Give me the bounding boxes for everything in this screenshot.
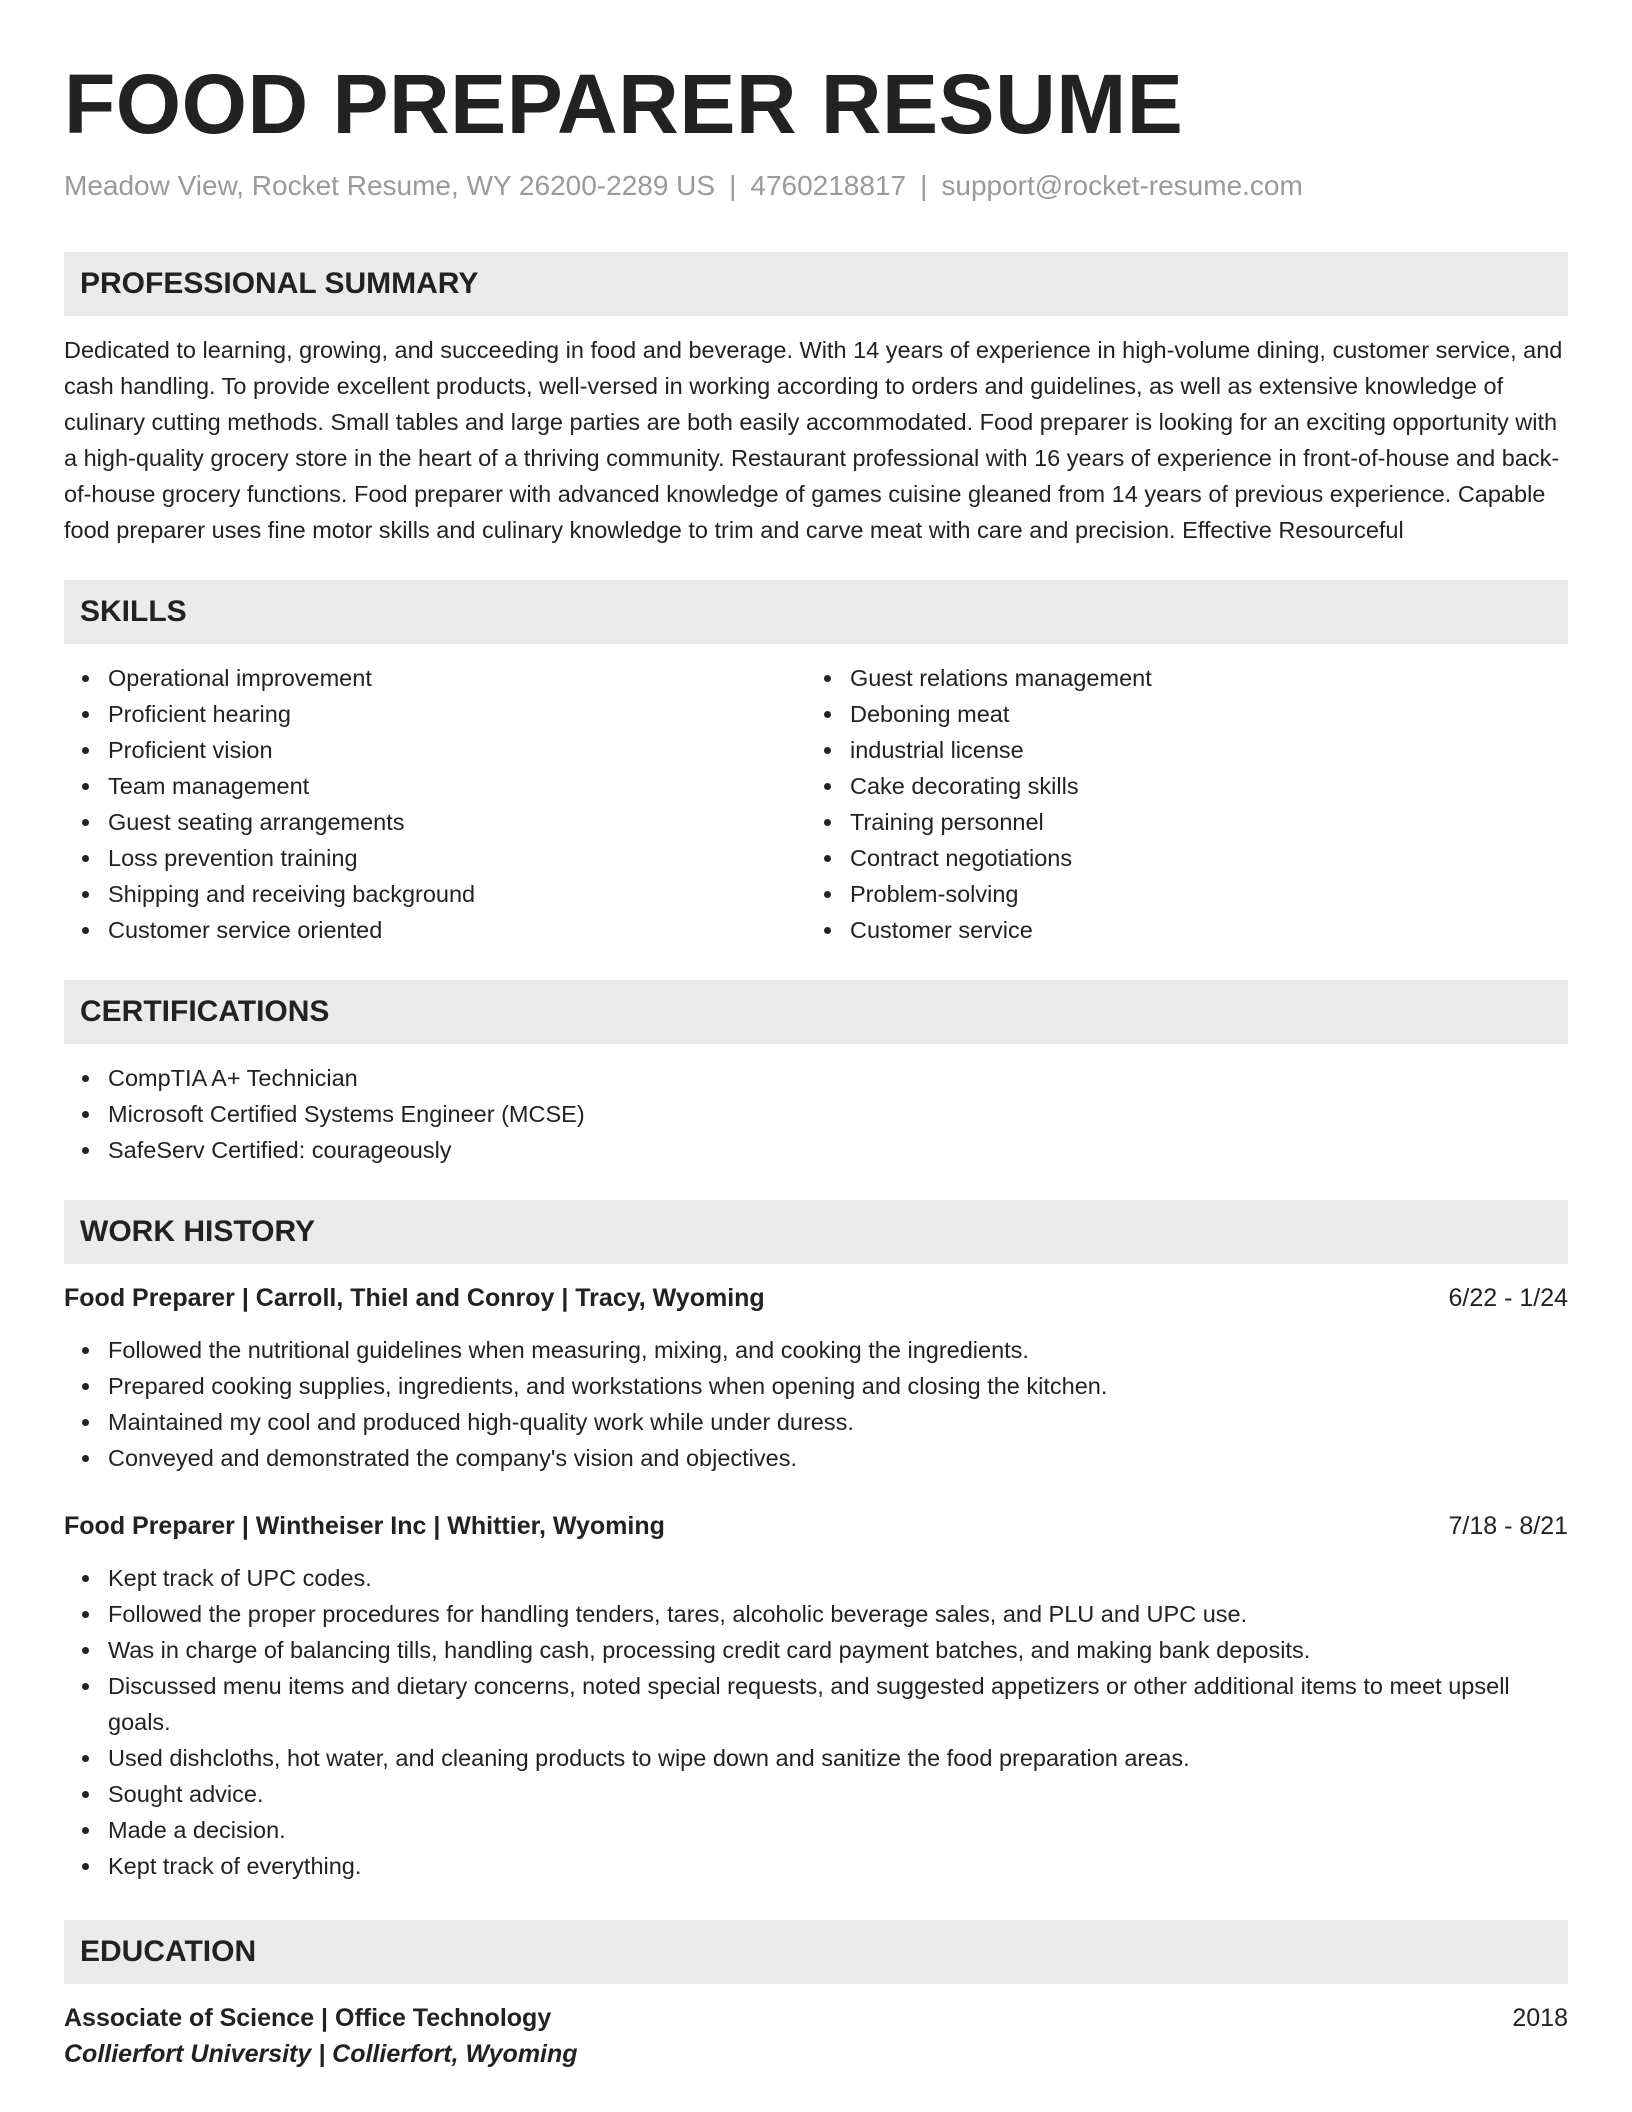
skill-item: Shipping and receiving background xyxy=(64,876,806,912)
job-duty: Made a decision. xyxy=(64,1812,1568,1848)
job-duty: Conveyed and demonstrated the company's vision and objectives. xyxy=(64,1440,1568,1476)
resume-page xyxy=(64,0,1568,2072)
job-header xyxy=(64,1508,1568,1544)
job-header xyxy=(64,1280,1568,1316)
certification-item: CompTIA A+ Technician xyxy=(64,1060,1568,1096)
job-duty: Sought advice. xyxy=(64,1776,1568,1812)
education-school: Collierfort University | Collierfort, Wyoming xyxy=(64,2040,578,2068)
job-duty: Kept track of everything. xyxy=(64,1848,1568,1884)
skill-item: industrial license xyxy=(806,732,1548,768)
section-heading-skills: SKILLS xyxy=(64,580,1568,644)
skills-column-right xyxy=(806,660,1548,948)
resume-title: FOOD PREPARER RESUME xyxy=(64,57,1184,151)
education-year: 2018 xyxy=(1512,2004,1568,2032)
skill-item: Proficient vision xyxy=(64,732,806,768)
job-duty: Used dishcloths, hot water, and cleaning products to wipe down and sanitize the food preparation areas. xyxy=(64,1740,1568,1776)
contact-separator: | xyxy=(920,170,928,201)
job-title: Food Preparer | Carroll, Thiel and Conroy | Tracy, Wyoming xyxy=(64,1284,765,1312)
skill-item: Operational improvement xyxy=(64,660,806,696)
job-title: Food Preparer | Wintheiser Inc | Whittier, Wyoming xyxy=(64,1512,665,1540)
certifications-list xyxy=(64,1060,1568,1168)
contact-line xyxy=(64,168,1568,204)
skill-item: Contract negotiations xyxy=(806,840,1548,876)
skill-item: Customer service xyxy=(806,912,1548,948)
job-duties-list xyxy=(64,1560,1568,1884)
job-dates: 6/22 - 1/24 xyxy=(1448,1284,1568,1312)
skill-item: Problem-solving xyxy=(806,876,1548,912)
job-dates: 7/18 - 8/21 xyxy=(1448,1512,1568,1540)
summary-text: Dedicated to learning, growing, and succeeding in food and beverage. With 14 years of experience in high-volume dining, customer service, and cash handling. To provide excellent products, well-versed in working according to orders and guidelines, as well as extensive knowledge of culinary cutting methods. Small tables and large parties are both easily accommodated. Food preparer is looking for an exciting opportunity with a high-quality grocery store in the heart of a thriving community. Restaurant professional with 16 years of experience in front-of-house and back-of-house grocery functions. Food preparer with advanced knowledge of games cuisine gleaned from 14 years of previous experience. Capable food preparer uses fine motor skills and culinary knowledge to trim and carve meat with care and precision. Effective Resourceful xyxy=(64,337,1563,543)
skills-column-left xyxy=(64,660,806,948)
contact-phone: 4760218817 xyxy=(750,170,907,201)
contact-separator: | xyxy=(729,170,737,201)
education-degree: Associate of Science | Office Technology xyxy=(64,2004,552,2032)
section-heading-summary: PROFESSIONAL SUMMARY xyxy=(64,252,1568,316)
contact-address: Meadow View, Rocket Resume, WY 26200-2289 US xyxy=(64,170,716,201)
skill-item: Customer service oriented xyxy=(64,912,806,948)
skill-item: Team management xyxy=(64,768,806,804)
skill-item: Guest seating arrangements xyxy=(64,804,806,840)
education-header xyxy=(64,2000,1568,2036)
job-duty: Kept track of UPC codes. xyxy=(64,1560,1568,1596)
skills-grid xyxy=(64,660,1568,948)
skill-item: Deboning meat xyxy=(806,696,1548,732)
job-duty: Followed the proper procedures for handling tenders, tares, alcoholic beverage sales, and PLU and UPC use. xyxy=(64,1596,1568,1632)
skill-item: Training personnel xyxy=(806,804,1548,840)
certification-item: Microsoft Certified Systems Engineer (MCSE) xyxy=(64,1096,1568,1132)
job-duty: Discussed menu items and dietary concerns, noted special requests, and suggested appetizers or other additional items to meet upsell goals. xyxy=(64,1668,1568,1740)
skill-item: Guest relations management xyxy=(806,660,1548,696)
job-duties-list xyxy=(64,1332,1568,1476)
job-duty: Followed the nutritional guidelines when measuring, mixing, and cooking the ingredients. xyxy=(64,1332,1568,1368)
section-heading-certifications: CERTIFICATIONS xyxy=(64,980,1568,1044)
skill-item: Loss prevention training xyxy=(64,840,806,876)
skill-item: Cake decorating skills xyxy=(806,768,1548,804)
skill-item: Proficient hearing xyxy=(64,696,806,732)
job-duty: Prepared cooking supplies, ingredients, and workstations when opening and closing the kitchen. xyxy=(64,1368,1568,1404)
section-heading-education: EDUCATION xyxy=(64,1920,1568,1984)
job-duty: Was in charge of balancing tills, handling cash, processing credit card payment batches, and making bank deposits. xyxy=(64,1632,1568,1668)
section-heading-work-history: WORK HISTORY xyxy=(64,1200,1568,1264)
certification-item: SafeServ Certified: courageously xyxy=(64,1132,1568,1168)
job-duty: Maintained my cool and produced high-quality work while under duress. xyxy=(64,1404,1568,1440)
contact-email: support@rocket-resume.com xyxy=(941,170,1303,201)
